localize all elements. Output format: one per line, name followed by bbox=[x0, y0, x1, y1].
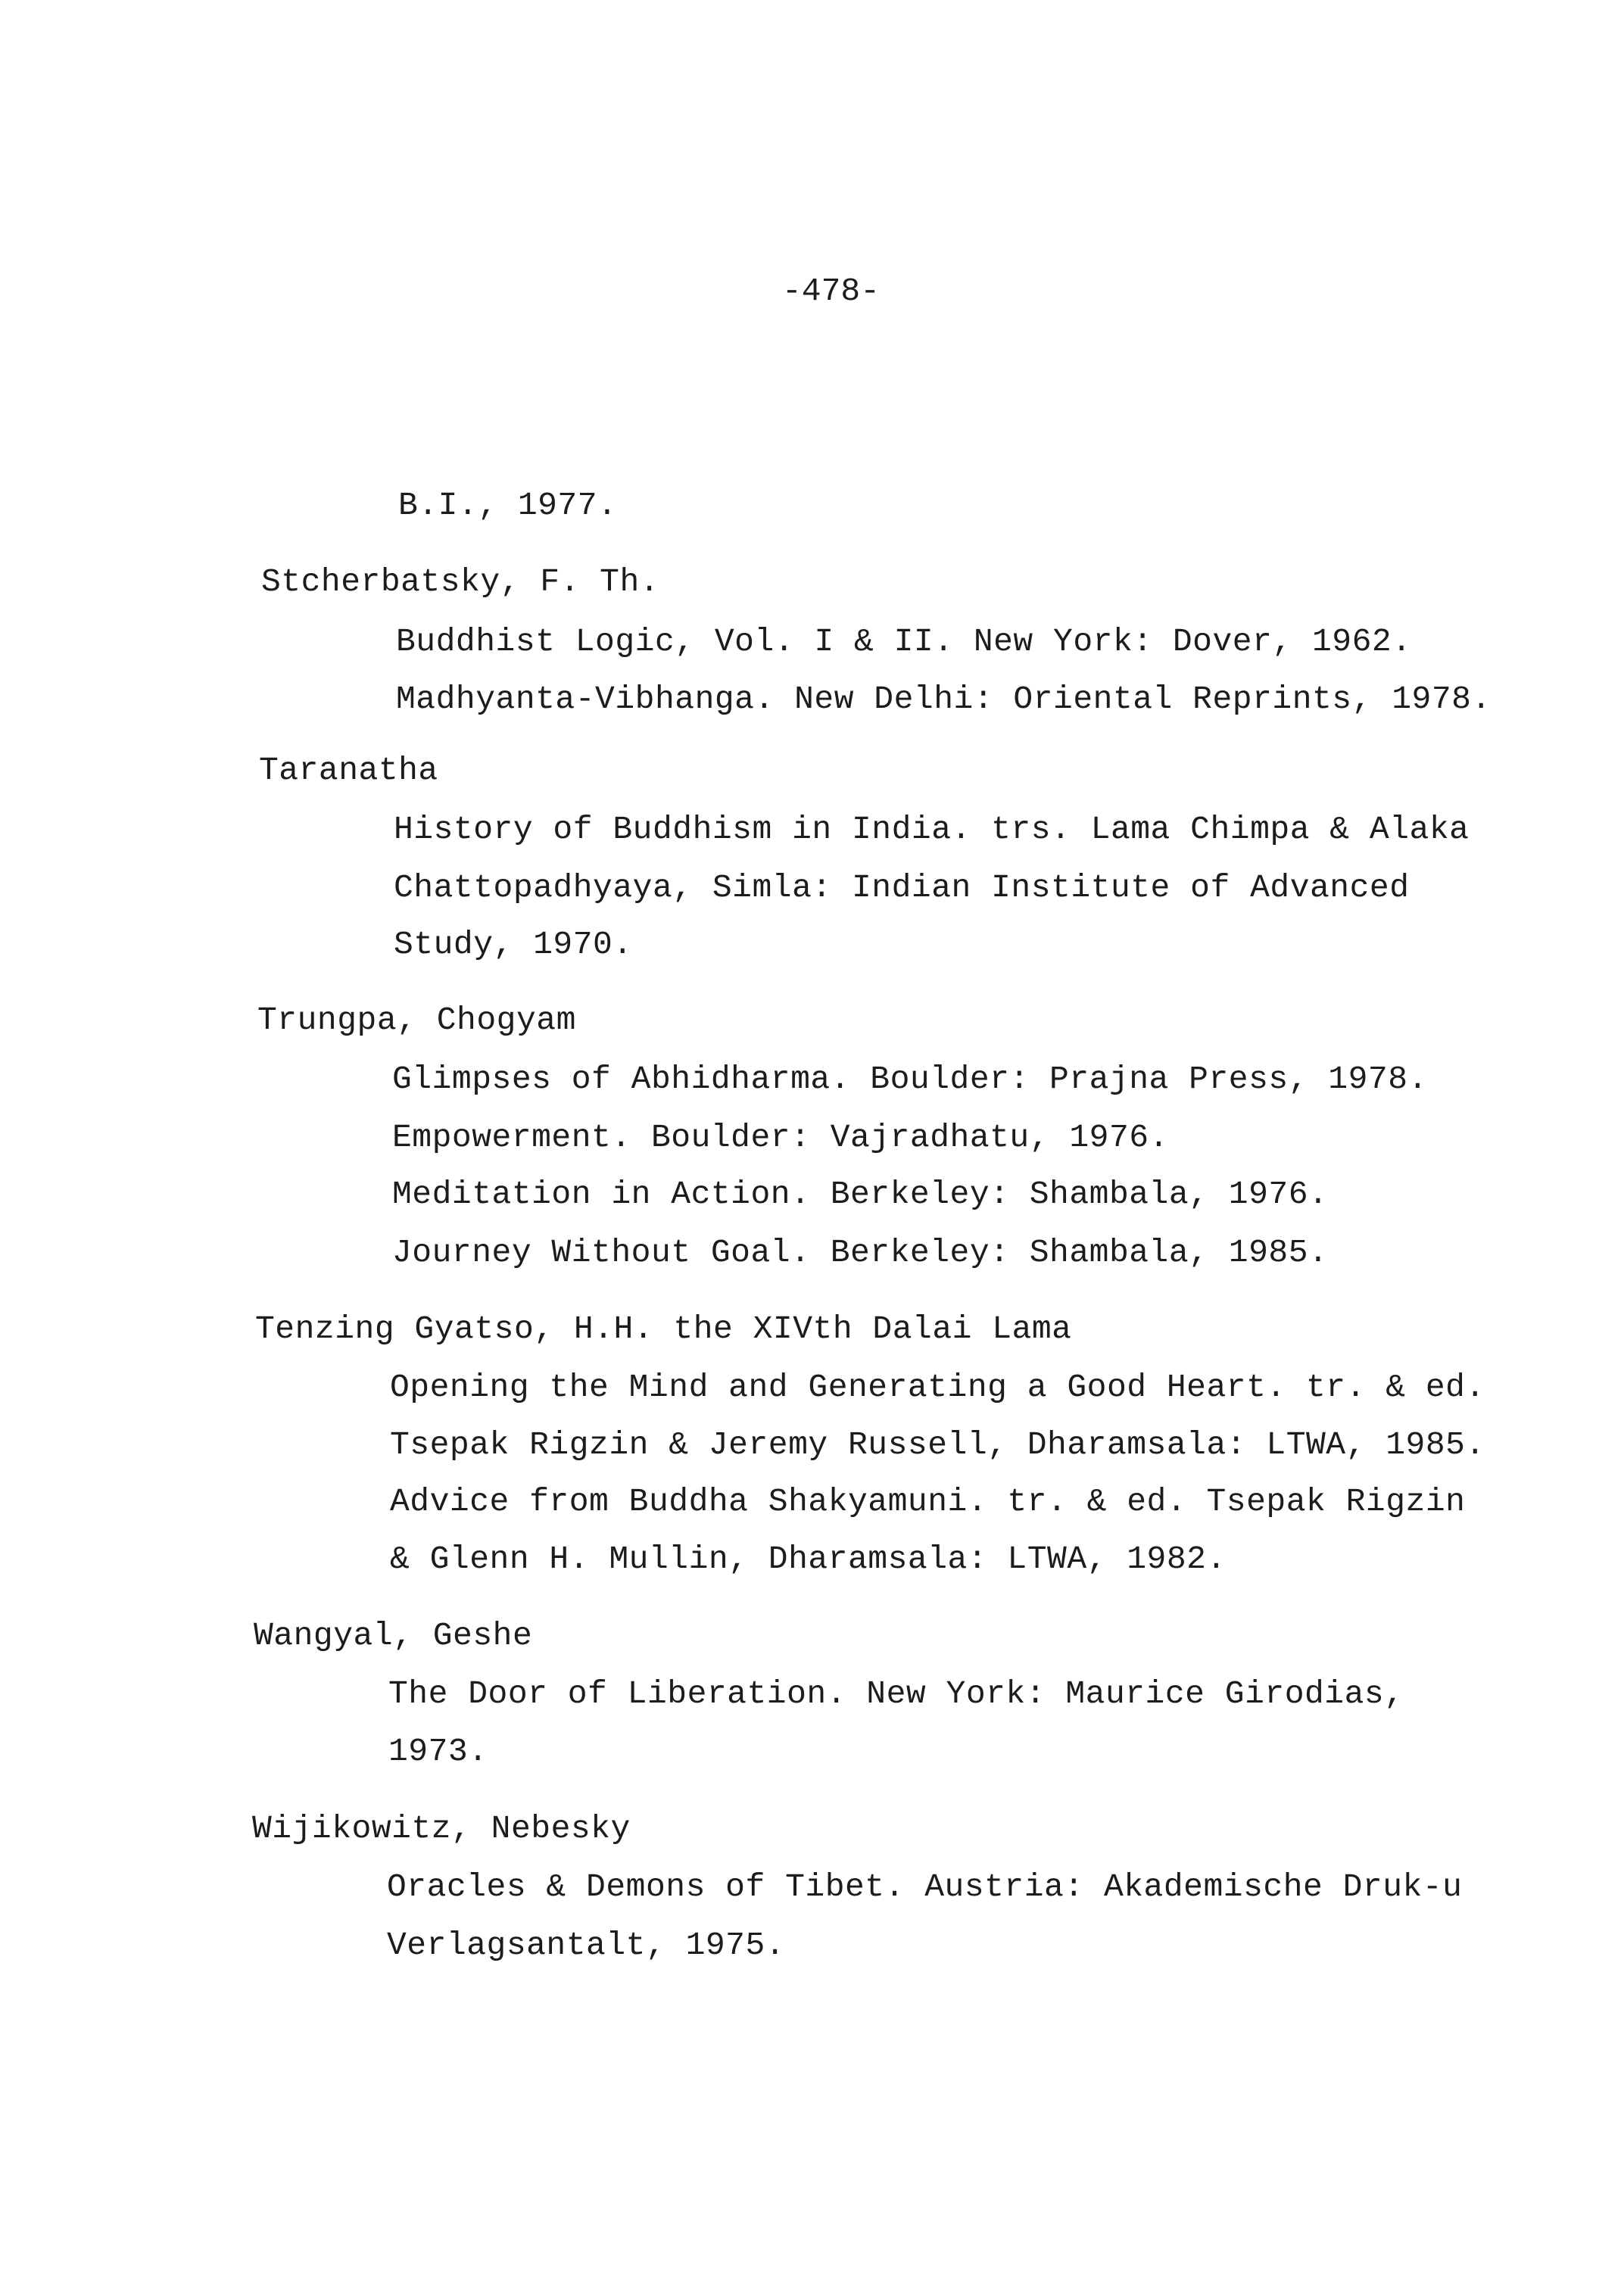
entry-author-trungpa: Trungpa, Chogyam bbox=[257, 1002, 576, 1039]
entry-work: Tsepak Rigzin & Jeremy Russell, Dharamsala: LTWA, 1985. bbox=[390, 1426, 1485, 1463]
entry-work: Glimpses of Abhidharma. Boulder: Prajna Press, 1978. bbox=[392, 1061, 1428, 1098]
entry-work: The Door of Liberation. New York: Maurice Girodias, bbox=[388, 1675, 1404, 1712]
entry-author-wijikowitz: Wijikowitz, Nebesky bbox=[252, 1810, 631, 1847]
entry-author-tenzing-gyatso: Tenzing Gyatso, H.H. the XIVth Dalai Lama bbox=[255, 1310, 1072, 1347]
entry-work: History of Buddhism in India. trs. Lama Chimpa & Alaka bbox=[394, 811, 1470, 848]
entry-work: Empowerment. Boulder: Vajradhatu, 1976. bbox=[392, 1119, 1169, 1156]
entry-work: Verlagsantalt, 1975. bbox=[387, 1927, 786, 1964]
entry-work: Meditation in Action. Berkeley: Shambala, 1976. bbox=[392, 1176, 1329, 1213]
entry-work: Madhyanta-Vibhanga. New Delhi: Oriental Reprints, 1978. bbox=[396, 681, 1492, 718]
entry-work: Oracles & Demons of Tibet. Austria: Akademische Druk-u bbox=[387, 1868, 1463, 1905]
entry-work: Journey Without Goal. Berkeley: Shambala, 1985. bbox=[392, 1234, 1329, 1271]
page-number: -478- bbox=[781, 273, 881, 310]
entry-work: Study, 1970. bbox=[394, 926, 633, 963]
entry-author-stcherbatsky: Stcherbatsky, F. Th. bbox=[261, 563, 660, 600]
entry-author-wangyal: Wangyal, Geshe bbox=[254, 1617, 533, 1654]
entry-work: 1973. bbox=[388, 1733, 488, 1770]
entry-author-taranatha: Taranatha bbox=[259, 752, 438, 789]
continuation-line: B.I., 1977. bbox=[398, 487, 618, 524]
entry-work: Buddhist Logic, Vol. I & II. New York: Dover, 1962. bbox=[396, 623, 1412, 660]
entry-work: Opening the Mind and Generating a Good Heart. tr. & ed. bbox=[390, 1369, 1485, 1406]
entry-work: Chattopadhyaya, Simla: Indian Institute of Advanced bbox=[394, 869, 1410, 906]
entry-work: Advice from Buddha Shakyamuni. tr. & ed. Tsepak Rigzin bbox=[390, 1483, 1466, 1520]
entry-work: & Glenn H. Mullin, Dharamsala: LTWA, 1982. bbox=[390, 1541, 1227, 1578]
